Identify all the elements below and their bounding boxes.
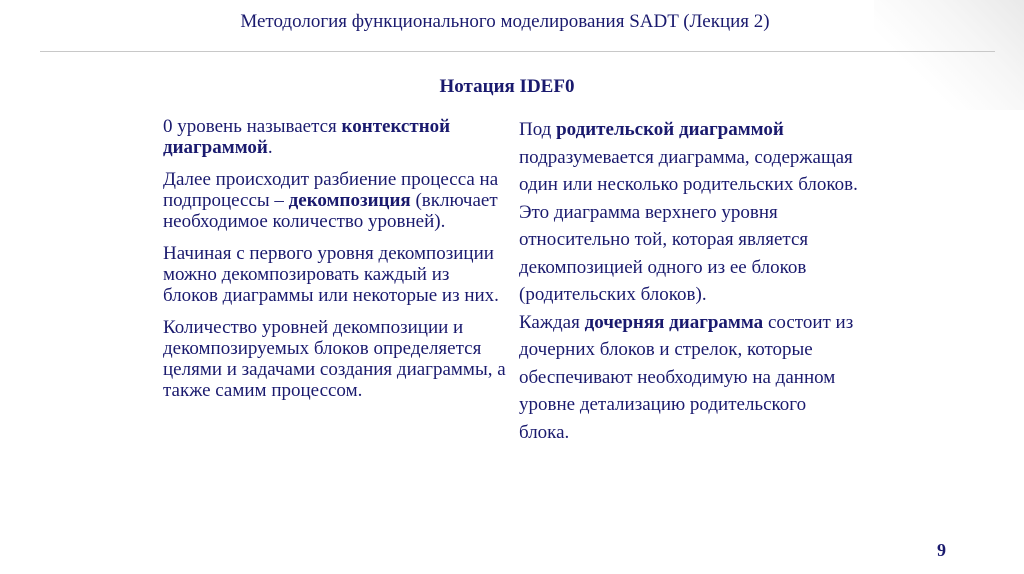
bold-term-decomposition: декомпозиция	[288, 190, 411, 211]
text-run: состоит из дочерних блоков и стрелок, которые обеспечивают необходимую на данном уровне детализацию родительского блока.	[519, 311, 854, 443]
header-divider	[40, 51, 995, 52]
left-paragraph-3	[163, 243, 508, 306]
bold-term-context-diagram: контекстной диаграммой	[163, 116, 451, 158]
text-run: .	[267, 137, 273, 158]
text-run: Начиная с первого уровня декомпозиции можно декомпозировать каждый из блоков диаграммы или некоторые из них.	[163, 243, 499, 306]
right-paragraph-1	[519, 116, 859, 309]
right-paragraph-2	[519, 309, 859, 447]
slide-header: Методология функционального моделирования SADT (Лекция 2)	[240, 11, 770, 32]
text-run: подразумевается диаграмма, содержащая один или несколько родительских блоков. Это диаграмма верхнего уровня относительно той, которая является декомпозицией одного из ее блоков (родительских блоков).	[519, 146, 858, 305]
slide-title: Нотация IDEF0	[439, 76, 575, 97]
page-number: 9	[937, 540, 946, 560]
text-run: 0 уровень называется	[163, 116, 342, 137]
bold-term-parent-diagram: родительской диаграммой	[556, 119, 784, 140]
left-paragraph-4	[163, 317, 508, 401]
text-run: Количество уровней декомпозиции и декомпозируемых блоков определяется целями и задачами создания диаграммы, а также самим процессом.	[163, 317, 506, 401]
text-run: Каждая	[519, 311, 585, 333]
right-column	[519, 116, 859, 446]
left-paragraph-2	[163, 169, 508, 232]
left-paragraph-1	[163, 116, 508, 158]
text-run: (включает необходимое количество уровней).	[163, 190, 498, 232]
bold-term-child-diagram: дочерняя диаграмма	[584, 311, 764, 333]
left-column	[163, 116, 508, 412]
text-run: Под	[519, 119, 557, 140]
text-run: Далее происходит разбиение процесса на подпроцессы –	[163, 169, 499, 211]
